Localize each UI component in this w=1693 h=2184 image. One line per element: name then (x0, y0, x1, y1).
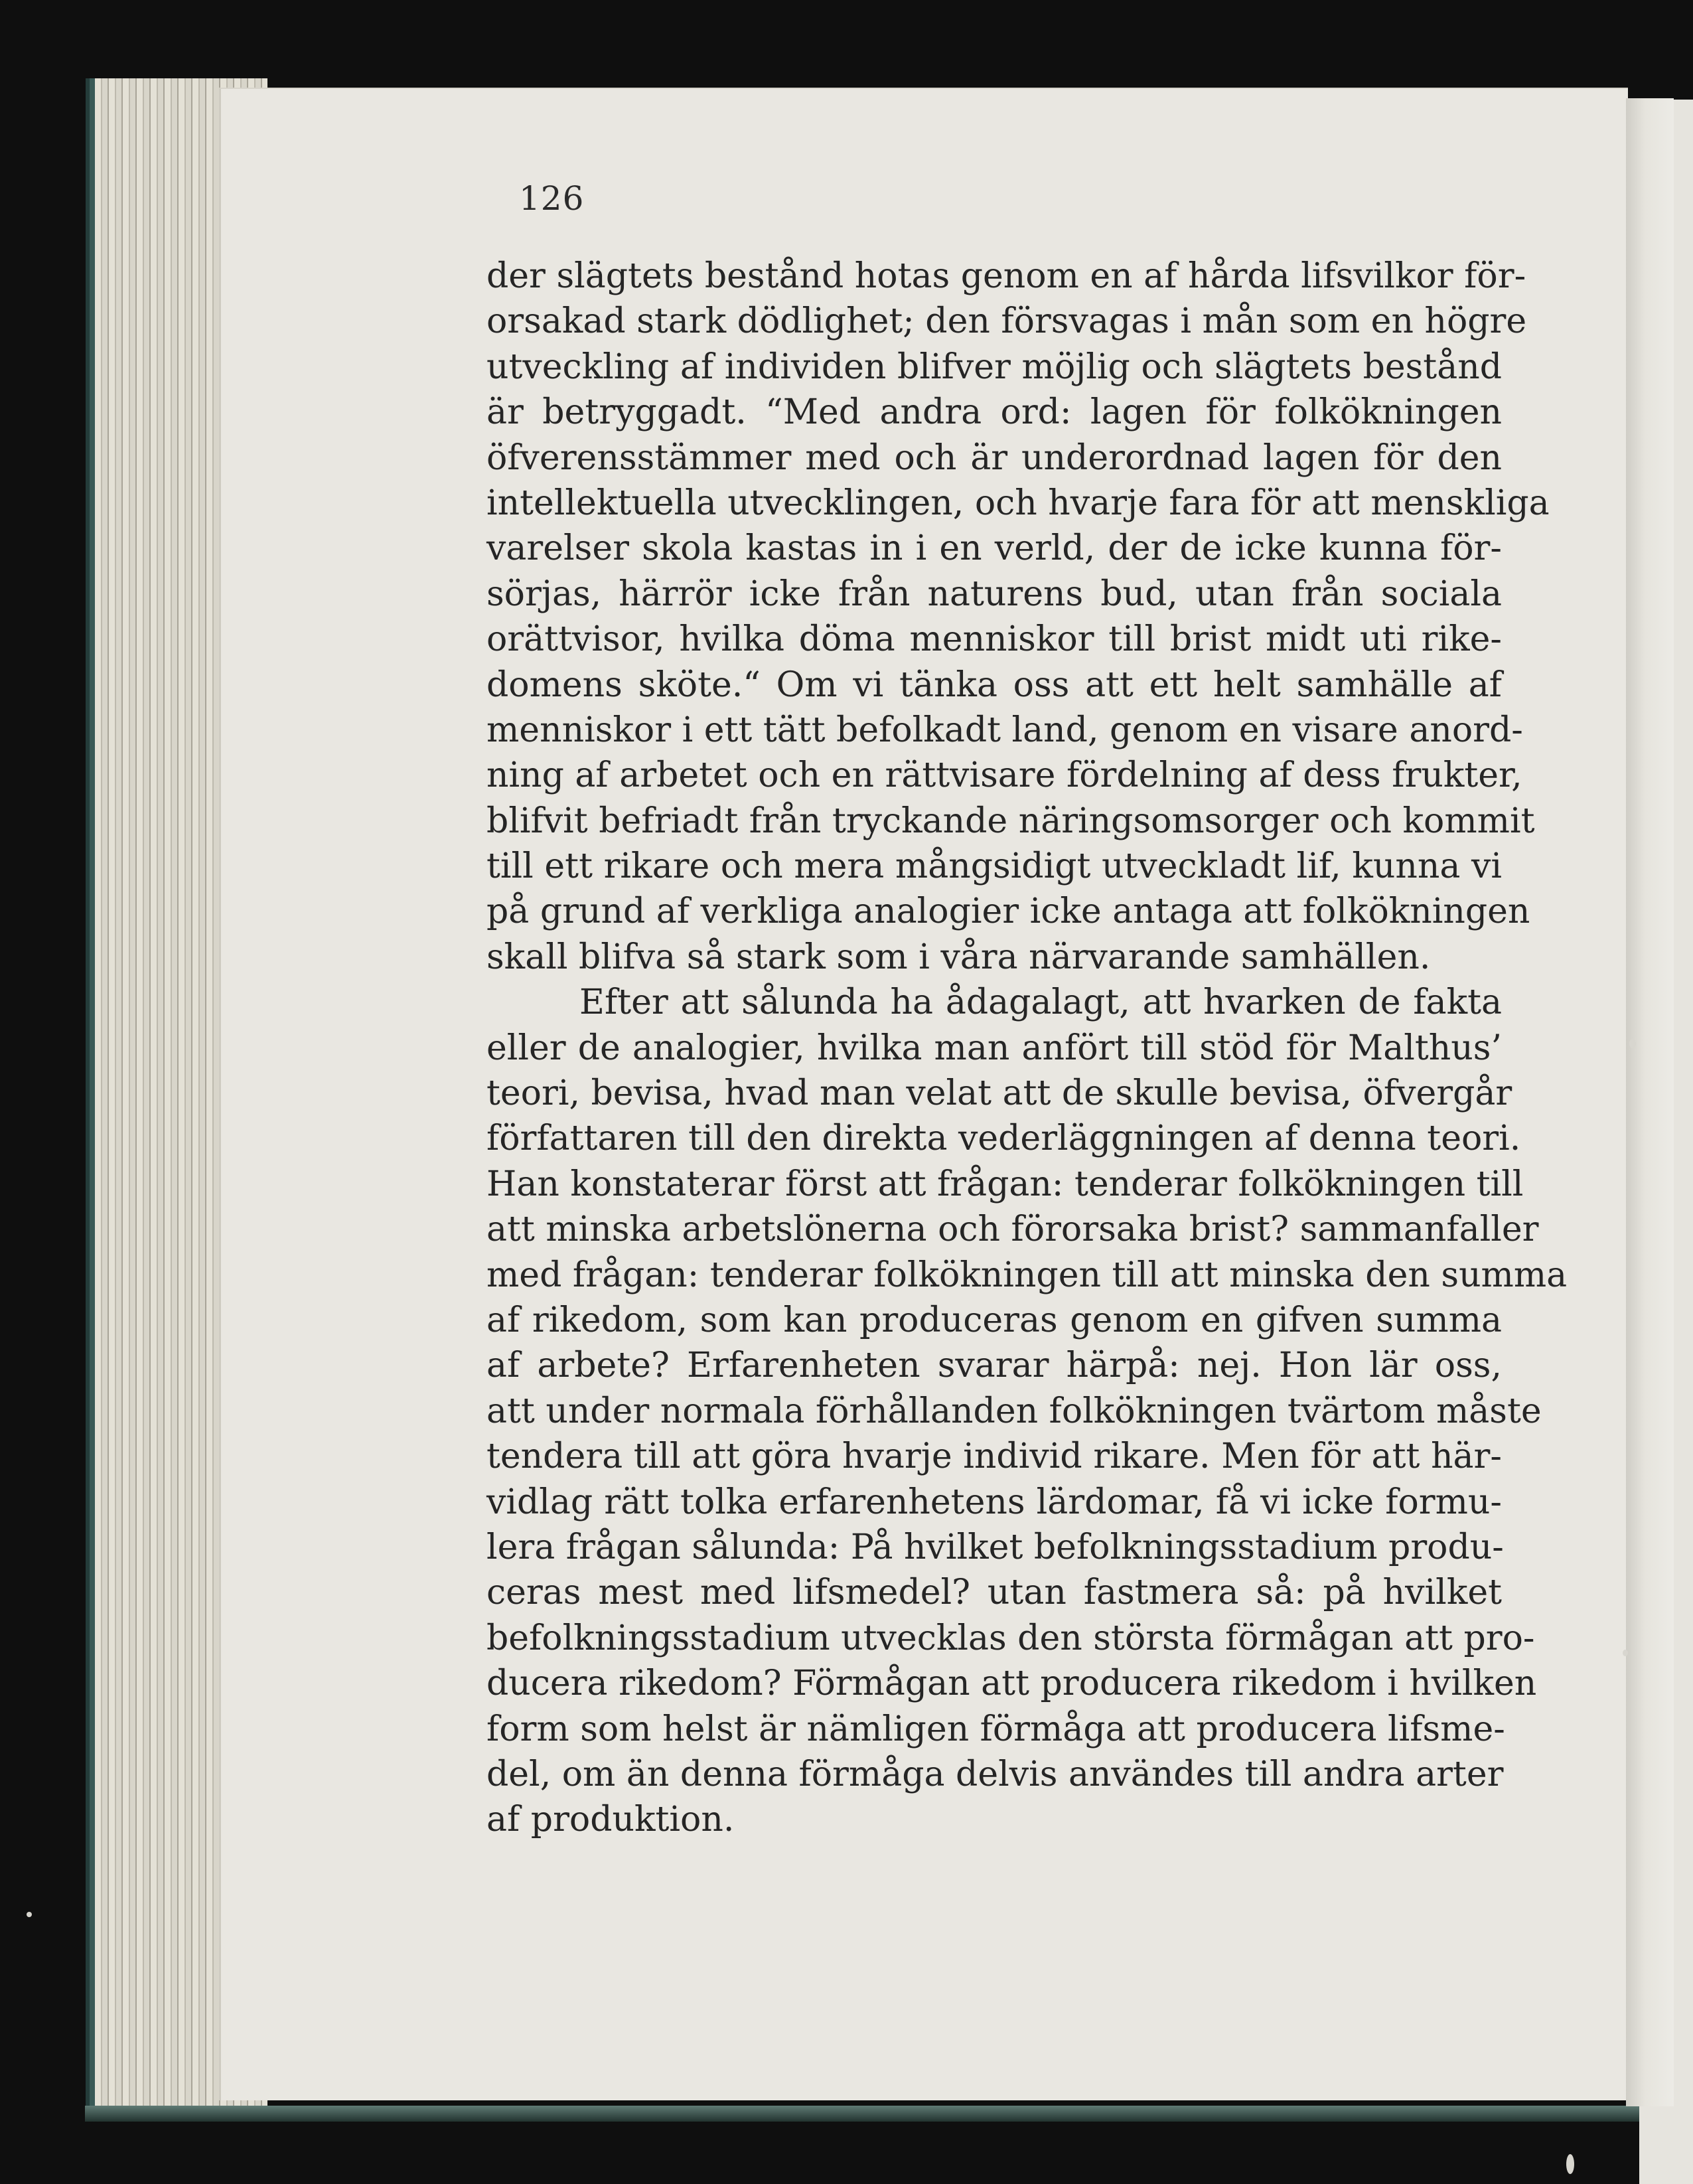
text-line: der slägtets bestånd hotas genom en af hårda lifsvilkor för- (486, 256, 1526, 296)
text-line: orättvisor, hvilka döma menniskor till brist midt uti rike- (486, 619, 1502, 660)
book-cover-edge (85, 2106, 1658, 2122)
paper-speck (27, 1912, 32, 1917)
text-line: menniskor i ett tätt befolkadt land, genom en visare anord- (486, 710, 1523, 750)
body-text (486, 254, 1568, 1843)
text-line: sörjas, härrör icke från naturens bud, utan från sociala (486, 574, 1502, 614)
text-line: befolkningsstadium utvecklas den största förmågan att pro- (486, 1618, 1535, 1658)
text-line: utveckling af individen blifver möjlig och slägtets bestånd (486, 347, 1502, 387)
text-line: af rikedom, som kan produceras genom en gifven summa (486, 1300, 1502, 1340)
paper-speck (1629, 1039, 1636, 1048)
text-line: del, om än denna förmåga delvis användes till andra arter (486, 1754, 1504, 1794)
text-line: eller de analogier, hvilka man anfört till stöd för Malthus’ (486, 1028, 1502, 1068)
text-line: tendera till att göra hvarje individ rikare. Men för att här- (486, 1437, 1502, 1477)
text-line: att minska arbetslönerna och förorsaka brist? sammanfaller (486, 1209, 1539, 1250)
text-line: vidlag rätt tolka erfarenhetens lärdomar, få vi icke formu- (486, 1482, 1502, 1522)
text-line: af arbete? Erfarenheten svarar härpå: nej. Hon lär oss, (486, 1346, 1502, 1386)
text-line: öfverensstämmer med och är underordnad lagen för den (486, 437, 1502, 478)
text-line: med frågan: tenderar folkökningen till att minska den summa (486, 1255, 1568, 1295)
text-line: varelser skola kastas in i en verld, der de icke kunna för- (486, 528, 1502, 569)
text-line: orsakad stark dödlighet; den försvagas i mån som en högre (486, 301, 1527, 342)
paper-speck (1623, 1650, 1628, 1656)
text-line: att under normala förhållanden folkökningen tvärtom måste (486, 1391, 1542, 1431)
text-line: Han konstaterar först att frågan: tenderar folkökningen till (486, 1164, 1524, 1204)
text-line: är betryggadt. “Med andra ord: lagen för folkökningen (486, 392, 1502, 433)
text-line: på grund af verkliga analogier icke antaga att folkökningen (486, 892, 1530, 932)
page-gutter-shadow (1626, 98, 1674, 2106)
text-line: blifvit befriadt från tryckande näringsomsorger och kommit (486, 801, 1535, 841)
text-line: ceras mest med lifsmedel? utan fastmera så: på hvilket (486, 1573, 1502, 1613)
text-line: till ett rikare och mera mångsidigt utveckladt lif, kunna vi (486, 846, 1502, 887)
text-line: skall blifva så stark som i våra närvarande samhällen. (486, 937, 1431, 977)
text-line: af produktion. (486, 1800, 735, 1840)
paragraph-start-line: Efter att sålunda ha ådagalagt, att hvarken de fakta (579, 982, 1502, 1023)
text-line: ning af arbetet och en rättvisare fördelning af dess frukter, (486, 755, 1522, 796)
text-line: författaren till den direkta vederläggningen af denna teori. (486, 1119, 1521, 1159)
text-line: ducera rikedom? Förmågan att producera rikedom i hvilken (486, 1664, 1537, 1704)
paper-speck (1566, 2154, 1574, 2174)
text-line: form som helst är nämligen förmåga att producera lifsme- (486, 1709, 1505, 1749)
text-line: lera frågan sålunda: På hvilket befolkningsstadium produ- (486, 1527, 1504, 1567)
text-line: intellektuella utvecklingen, och hvarje fara för att menskliga (486, 483, 1550, 523)
page-number: 126 (519, 179, 585, 218)
text-line: teori, bevisa, hvad man velat att de skulle bevisa, öfvergår (486, 1073, 1512, 1114)
text-line: domens sköte.“ Om vi tänka oss att ett helt samhälle af (486, 664, 1502, 705)
